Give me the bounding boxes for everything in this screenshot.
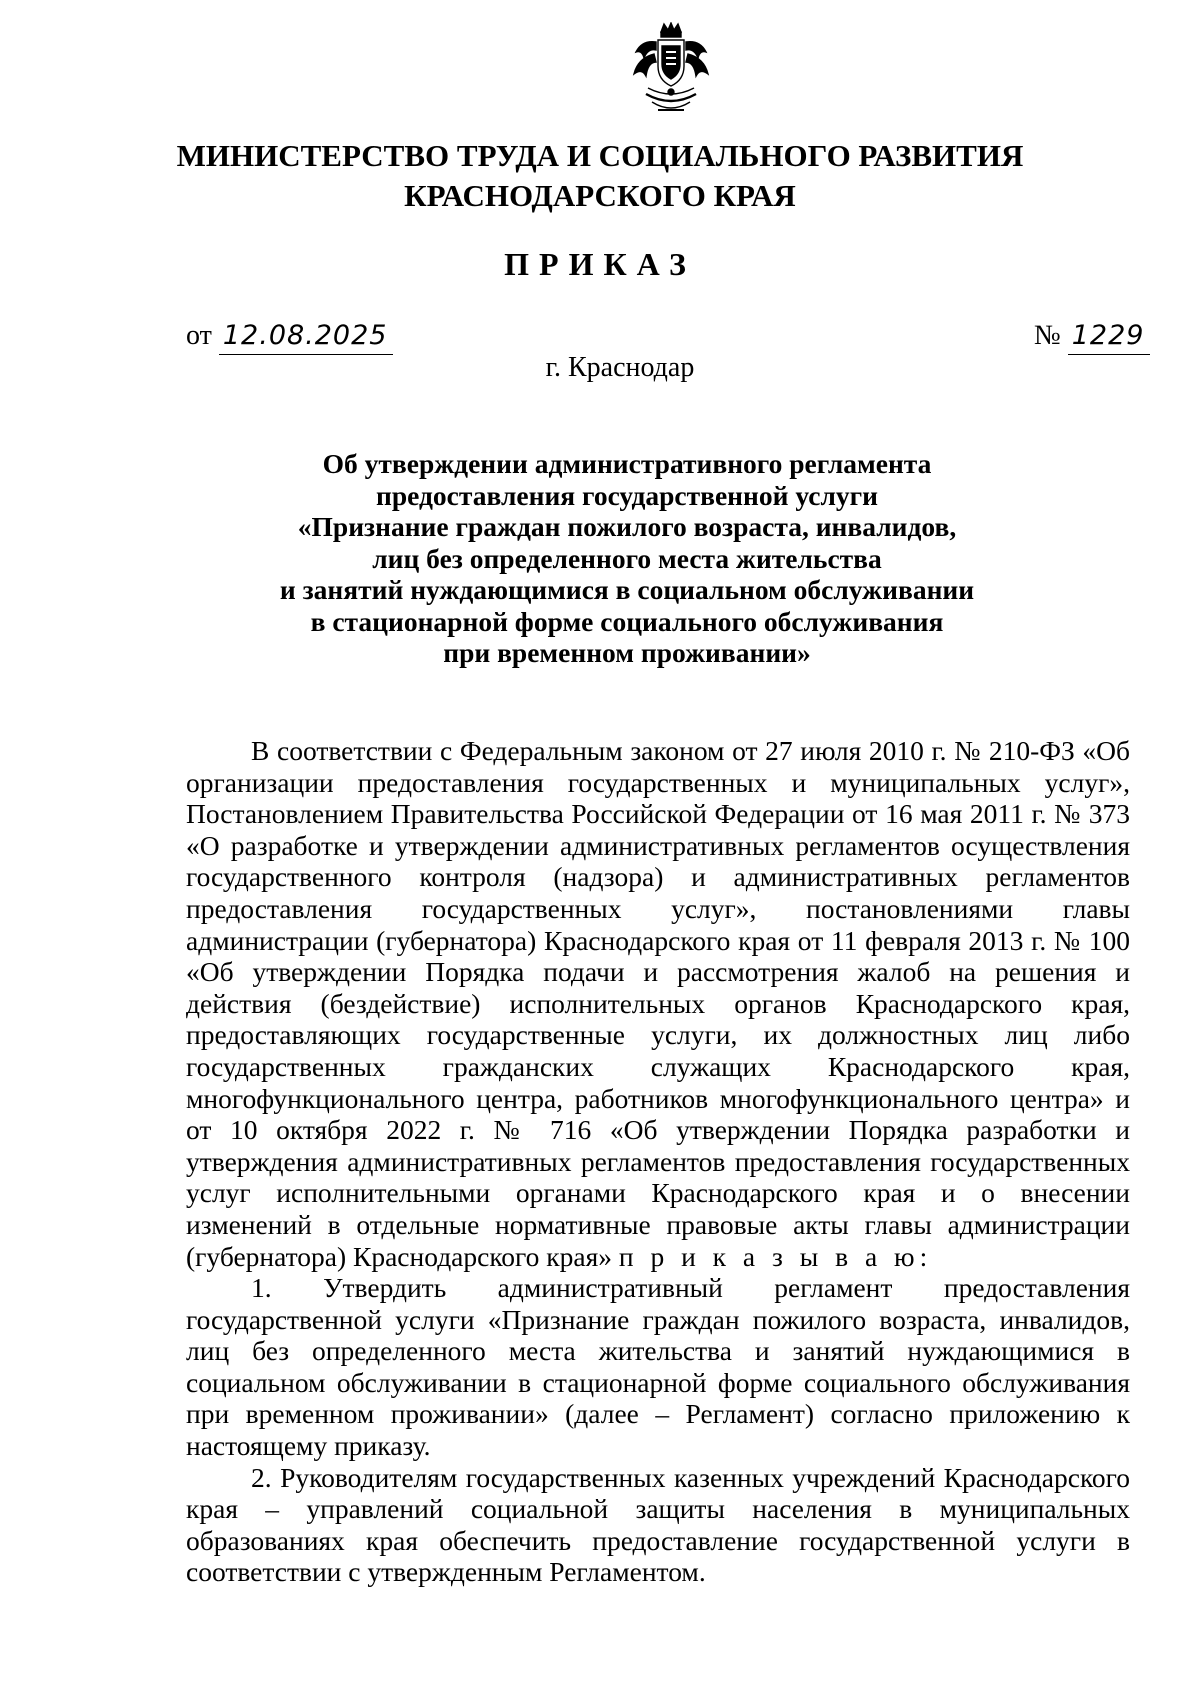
subject-line: Об утверждении административного регламента <box>322 448 932 479</box>
city: г. Краснодар <box>545 352 695 383</box>
preamble-text: В соответствии с Федеральным законом от 27 июля 2010 г. № 210-ФЗ «Об организации предоставления государственных и муниципальных услуг», Постановлением Правительства Российской Федерации от 16 мая 2011 г. № 373 «О разработке и утверждении административных регламентов осуществления государственного контроля (надзора) и административных регламентов предоставления государственных услуг», постановлениями главы администрации (губернатора) Краснодарского края от 11 февраля 2013 г. № 100 «Об утверждении Порядка подачи и рассмотрения жалоб на решения и действия (бездействие) исполнительных органов Краснодарского края, предоставляющих государственные услуги, их должностных лиц либо государственных гражданских служащих Краснодарского края, многофункционального центра, работников многофункционального центра» и от 10 октября 2022 г. № 716 «Об утверждении Порядка разработки и утверждения административных регламентов предоставления государственных услуг исполнительными органами Краснодарского края и о внесении изменений в отдельные нормативные правовые акты главы администрации (губернатора) Краснодарского края» <box>186 735 1130 1272</box>
subject-line: лиц без определенного места жительства <box>372 542 882 574</box>
coat-of-arms-icon <box>628 22 714 120</box>
subject-line: «Признание граждан пожилого возраста, инвалидов, <box>297 511 957 542</box>
subject-line: предоставления государственной услуги <box>376 479 878 511</box>
ministry-name-line1: МИНИСТЕРСТВО ТРУДА И СОЦИАЛЬНОГО РАЗВИТИЯ <box>176 138 1024 173</box>
ministry-name <box>0 136 1200 216</box>
subject-line: в стационарной форме социального обслуживания <box>310 605 944 637</box>
order-body <box>186 735 1130 1588</box>
subject-line: и занятий нуждающимися в социальном обслуживании <box>279 574 975 605</box>
date-prefix: от <box>186 320 212 351</box>
number-prefix: № <box>1034 320 1061 351</box>
preamble-paragraph <box>186 735 1130 1272</box>
order-word: п р и к а з ы в а ю: <box>618 1240 933 1272</box>
order-title: ПРИКАЗ <box>504 246 696 282</box>
number-handwritten: 1229 <box>1068 318 1151 355</box>
item-1-paragraph: 1. Утвердить административный регламент предоставления государственной услуги «Признание граждан пожилого возраста, инвалидов, лиц без определенного места жительства и занятий нуждающимися в социальном обслуживании в стационарной форме социального обслуживания при временном проживании» (далее – Регламент) согласно приложению к настоящему приказу. <box>186 1272 1130 1462</box>
item-2-paragraph: 2. Руководителям государственных казенных учреждений Краснодарского края – управлений социальной защиты населения в муниципальных образованиях края обеспечить предоставление государственной услуги в соответствии с утвержденным Регламентом. <box>186 1461 1130 1588</box>
ministry-name-line2: КРАСНОДАРСКОГО КРАЯ <box>404 178 796 213</box>
date-handwritten: 12.08.2025 <box>219 318 394 355</box>
subject-line: при временном проживании» <box>443 637 811 668</box>
order-subject <box>0 448 1200 669</box>
